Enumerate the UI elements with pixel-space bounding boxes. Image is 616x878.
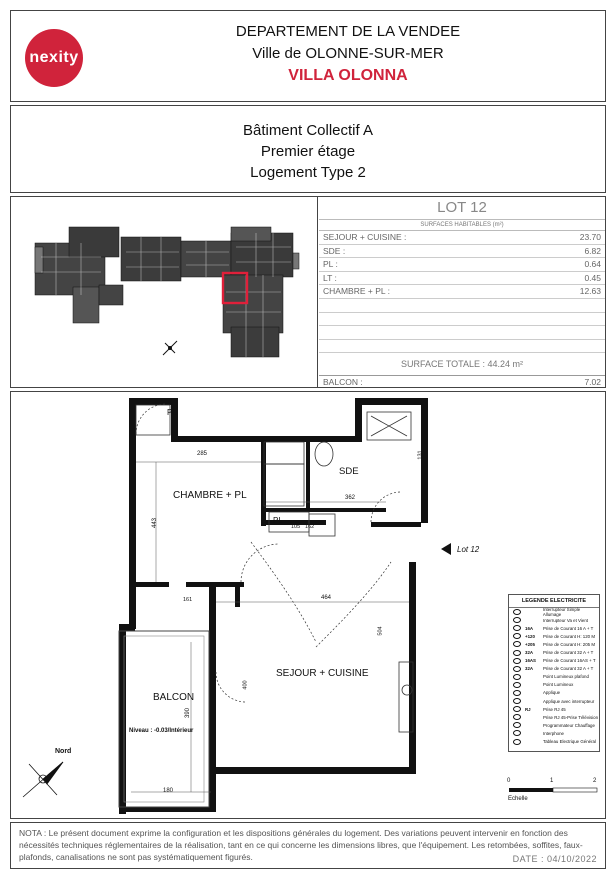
legend-item — [509, 689, 599, 697]
legend-item — [509, 729, 599, 737]
legend-symbol-icon — [513, 682, 521, 688]
keyplan-block — [10, 196, 606, 388]
lot-tag: Lot 12 — [457, 545, 480, 554]
legend-code: +120 — [525, 633, 535, 639]
dim-504: 504 — [377, 626, 384, 636]
legend-text: Prise de Courant H: 205 M — [543, 641, 595, 647]
dim-464: 464 — [321, 595, 332, 601]
legend-text: Applique avec interrupteur — [543, 698, 595, 704]
legend-code: 16A — [525, 625, 534, 631]
lot-empty-row — [319, 340, 605, 354]
level-label: Niveau : -0.03/Intérieur — [129, 728, 194, 734]
lot-empty-row — [319, 313, 605, 327]
balcony-outline — [119, 631, 209, 807]
city: Ville de OLONNE-SUR-MER — [252, 45, 444, 62]
scale-label: Echelle — [508, 796, 528, 802]
pl-mid-label: PL — [273, 516, 283, 525]
dim-131: 131 — [417, 450, 424, 460]
dim-162: 162 — [305, 524, 315, 530]
floor-plan-block — [10, 391, 606, 819]
info-block — [10, 105, 606, 193]
date-label: DATE : 04/10/2022 — [512, 854, 597, 864]
legend-item — [509, 665, 599, 673]
lot-row-label: SDE : — [323, 245, 346, 256]
legend-symbol-icon — [513, 706, 521, 712]
lot-table — [319, 197, 605, 387]
legend-text: Prise de Courant 16AS + T — [543, 658, 596, 664]
legend-item — [509, 657, 599, 665]
lot-row-label: PL : — [323, 259, 338, 270]
lot-row-value: 12.63 — [579, 286, 601, 297]
legend-text: Applique — [543, 690, 561, 696]
legend-text: Interrupteur Simple Allumage — [542, 607, 581, 618]
lot-row-label: CHAMBRE + PL : — [323, 286, 390, 297]
dim-443: 443 — [152, 517, 159, 529]
lot-empty-row — [319, 326, 605, 340]
room-sde: SDE — [339, 466, 359, 477]
dim-362: 362 — [345, 495, 356, 501]
scale-1: 1 — [550, 778, 554, 784]
legend-symbol-icon — [513, 625, 521, 631]
lot-row — [319, 231, 605, 245]
walls — [119, 398, 428, 814]
room-chambre: CHAMBRE + PL — [173, 490, 247, 501]
legend-code: RJ — [525, 706, 531, 712]
legend-symbol-icon — [513, 650, 521, 656]
legend-code: 32A — [525, 666, 534, 672]
floor-label: Premier étage — [260, 143, 356, 160]
legend-item — [509, 738, 599, 746]
legend-symbol-icon — [513, 739, 521, 745]
dim-105: 105 — [291, 524, 301, 530]
lot-row — [319, 272, 605, 286]
dim-180: 180 — [163, 788, 174, 794]
legend-symbol-icon — [513, 641, 521, 647]
lot-row-label: SEJOUR + CUISINE : — [323, 232, 407, 242]
legend-symbol-icon — [513, 674, 521, 680]
legend-item — [509, 648, 599, 656]
lot-row — [319, 285, 605, 299]
pl-top-label: PL — [167, 408, 177, 417]
legend-item — [509, 705, 599, 713]
legend-code: +205 — [525, 641, 535, 647]
lot-subtitle: SURFACES HABITABLES (m²) — [319, 220, 605, 231]
building-label: Bâtiment Collectif A — [242, 122, 374, 139]
dim-400: 400 — [242, 680, 249, 690]
lot-row — [319, 258, 605, 272]
legend-text: Interrupteur Va et Vient — [543, 617, 588, 623]
legend-text: Interphone — [543, 730, 564, 736]
legend-symbol-icon — [513, 722, 521, 728]
legend-text: Prise de Courant 32 A + T — [543, 650, 594, 656]
legend-text: Prise RJ 45 — [543, 706, 566, 712]
legend-text: Tableau Electrique Général — [543, 739, 596, 745]
nota-block — [10, 822, 606, 869]
balcony-label: BALCON : — [323, 377, 363, 388]
fixtures — [136, 405, 413, 732]
scale-bar — [509, 788, 597, 792]
north-label: Nord — [55, 748, 72, 755]
room-sejour: SEJOUR + CUISINE — [276, 668, 369, 679]
legend-item — [509, 721, 599, 729]
type-label: Logement Type 2 — [250, 164, 366, 181]
legend-item — [509, 713, 599, 721]
legend-text: Prise de Courant 32 A + T — [543, 666, 594, 672]
legend-text: Programmateur Chauffage — [543, 722, 595, 728]
nexity-logo — [25, 29, 83, 87]
lot-pointer-icon — [441, 543, 451, 555]
legend-item — [509, 632, 599, 640]
legend-item — [509, 681, 599, 689]
lot-title: LOT 12 — [319, 197, 605, 220]
nota-text: NOTA : Le présent document exprime la configuration et les dispositions générales du logement. Des variations peuvent intervenir en fonction des nécessités techniques réglementaires de la réalisation, tant en ce qui concerne les dimensions libres, que l'équipement. Les retombées, soffites, faux-plafonds, canalisations ne sont pas systématiquement figurés. — [19, 828, 583, 862]
balcony-value: 7.02 — [584, 377, 601, 388]
legend-symbol-icon — [513, 658, 521, 664]
legend-symbol-icon — [513, 617, 521, 623]
department: DEPARTEMENT DE LA VENDEE — [235, 23, 461, 40]
header-block — [10, 10, 606, 102]
dim-390: 390 — [185, 707, 192, 719]
lot-row-value: 6.82 — [584, 245, 601, 256]
legend-symbol-icon — [513, 714, 521, 720]
lot-empty-row — [319, 299, 605, 313]
lot-row-label: LT : — [323, 272, 337, 283]
lot-rows — [319, 231, 605, 299]
lot-row — [319, 245, 605, 259]
legend-symbol-icon — [513, 633, 521, 639]
keyplan-north-icon — [163, 341, 177, 355]
legend-code: 32A — [525, 650, 534, 656]
legend-symbol-icon — [513, 690, 521, 696]
legend-title: LEGENDE ELECTRICITE — [509, 595, 599, 608]
lot-row-value: 0.64 — [584, 259, 601, 270]
project-name: VILLA OLONNA — [288, 67, 408, 84]
lot-row-value: 23.70 — [579, 232, 601, 242]
legend-symbol-icon — [513, 698, 521, 704]
legend-text: Prise de Courant 16 A + T — [543, 625, 594, 631]
logo-text: nexity — [29, 49, 79, 66]
dim-285: 285 — [197, 451, 208, 457]
legend-symbol-icon — [513, 609, 521, 615]
legend-code: 16AS — [525, 658, 536, 664]
legend-text: Point Lumineux plafond — [543, 674, 589, 680]
scale-2: 2 — [593, 778, 597, 784]
legend-item — [509, 624, 599, 632]
legend-text: Prise RJ 45-Prise Télévision — [543, 714, 599, 720]
legend-text: Point Lumineux — [543, 682, 574, 688]
door-swings — [136, 404, 401, 702]
legend-item — [509, 673, 599, 681]
legend-symbol-icon — [513, 730, 521, 736]
lot-balcony-row — [319, 376, 605, 389]
north-compass-icon — [23, 762, 63, 797]
legend-item — [509, 640, 599, 648]
room-balcon: BALCON — [153, 692, 195, 703]
legend-item — [509, 616, 599, 624]
legend-text: Prise de Courant H: 120 M — [543, 633, 595, 639]
legend-item — [509, 608, 599, 616]
legend — [508, 594, 600, 752]
dim-161: 161 — [183, 597, 193, 603]
lot-row-value: 0.45 — [584, 272, 601, 283]
lot-total: SURFACE TOTALE : 44.24 m² — [319, 353, 605, 376]
legend-symbol-icon — [513, 666, 521, 672]
key-plan — [11, 197, 318, 387]
legend-items — [509, 608, 599, 746]
scale-0: 0 — [507, 778, 511, 784]
header-text — [101, 21, 595, 87]
key-plan-drawing — [11, 197, 317, 387]
legend-item — [509, 697, 599, 705]
